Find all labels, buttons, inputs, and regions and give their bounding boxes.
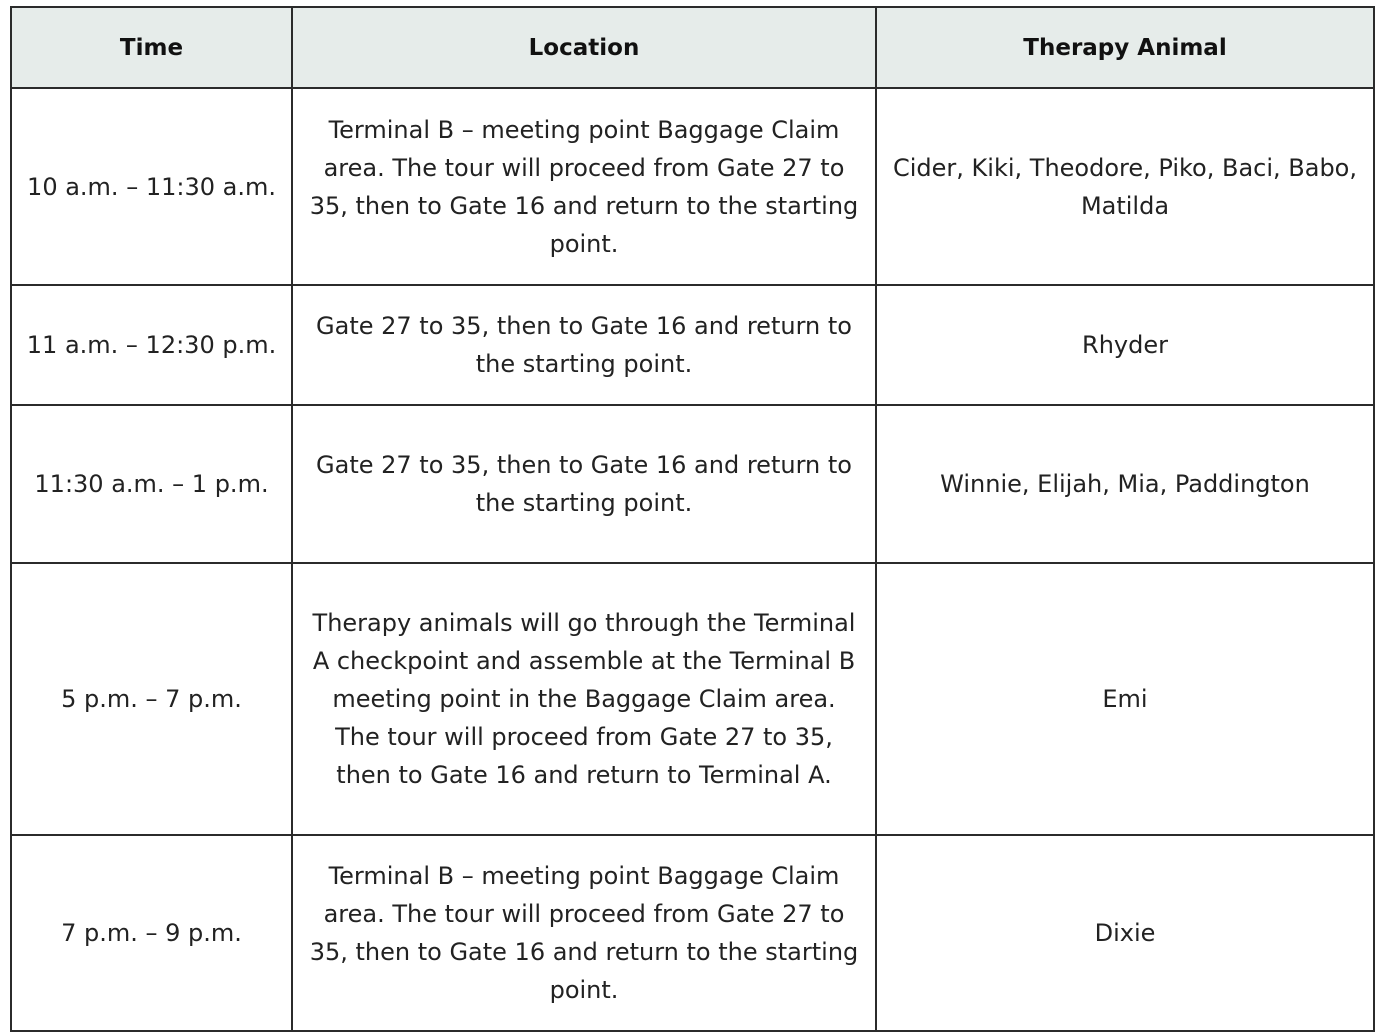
cell-location: Gate 27 to 35, then to Gate 16 and return to the starting point.	[292, 405, 876, 563]
cell-location: Gate 27 to 35, then to Gate 16 and return to the starting point.	[292, 285, 876, 405]
header-therapy-animal: Therapy Animal	[876, 7, 1374, 88]
cell-therapy-animal: Winnie, Elijah, Mia, Paddington	[876, 405, 1374, 563]
cell-time: 5 p.m. – 7 p.m.	[11, 563, 292, 835]
table-header-row	[11, 7, 1374, 88]
table-row	[11, 563, 1374, 835]
schedule-table	[10, 6, 1375, 1032]
cell-time: 10 a.m. – 11:30 a.m.	[11, 88, 292, 285]
table-row	[11, 405, 1374, 563]
cell-location: Terminal B – meeting point Baggage Claim area. The tour will proceed from Gate 27 to 35, then to Gate 16 and return to the starting point.	[292, 88, 876, 285]
table-row	[11, 285, 1374, 405]
cell-therapy-animal: Rhyder	[876, 285, 1374, 405]
table-row	[11, 88, 1374, 285]
cell-time: 11 a.m. – 12:30 p.m.	[11, 285, 292, 405]
cell-location: Terminal B – meeting point Baggage Claim area. The tour will proceed from Gate 27 to 35, then to Gate 16 and return to the starting point.	[292, 835, 876, 1031]
cell-time: 7 p.m. – 9 p.m.	[11, 835, 292, 1031]
table-row	[11, 835, 1374, 1031]
header-location: Location	[292, 7, 876, 88]
cell-therapy-animal: Cider, Kiki, Theodore, Piko, Baci, Babo, Matilda	[876, 88, 1374, 285]
header-time: Time	[11, 7, 292, 88]
cell-therapy-animal: Emi	[876, 563, 1374, 835]
cell-location: Therapy animals will go through the Terminal A checkpoint and assemble at the Terminal B meeting point in the Baggage Claim area. The tour will proceed from Gate 27 to 35, then to Gate 16 and return to Terminal A.	[292, 563, 876, 835]
cell-therapy-animal: Dixie	[876, 835, 1374, 1031]
cell-time: 11:30 a.m. – 1 p.m.	[11, 405, 292, 563]
